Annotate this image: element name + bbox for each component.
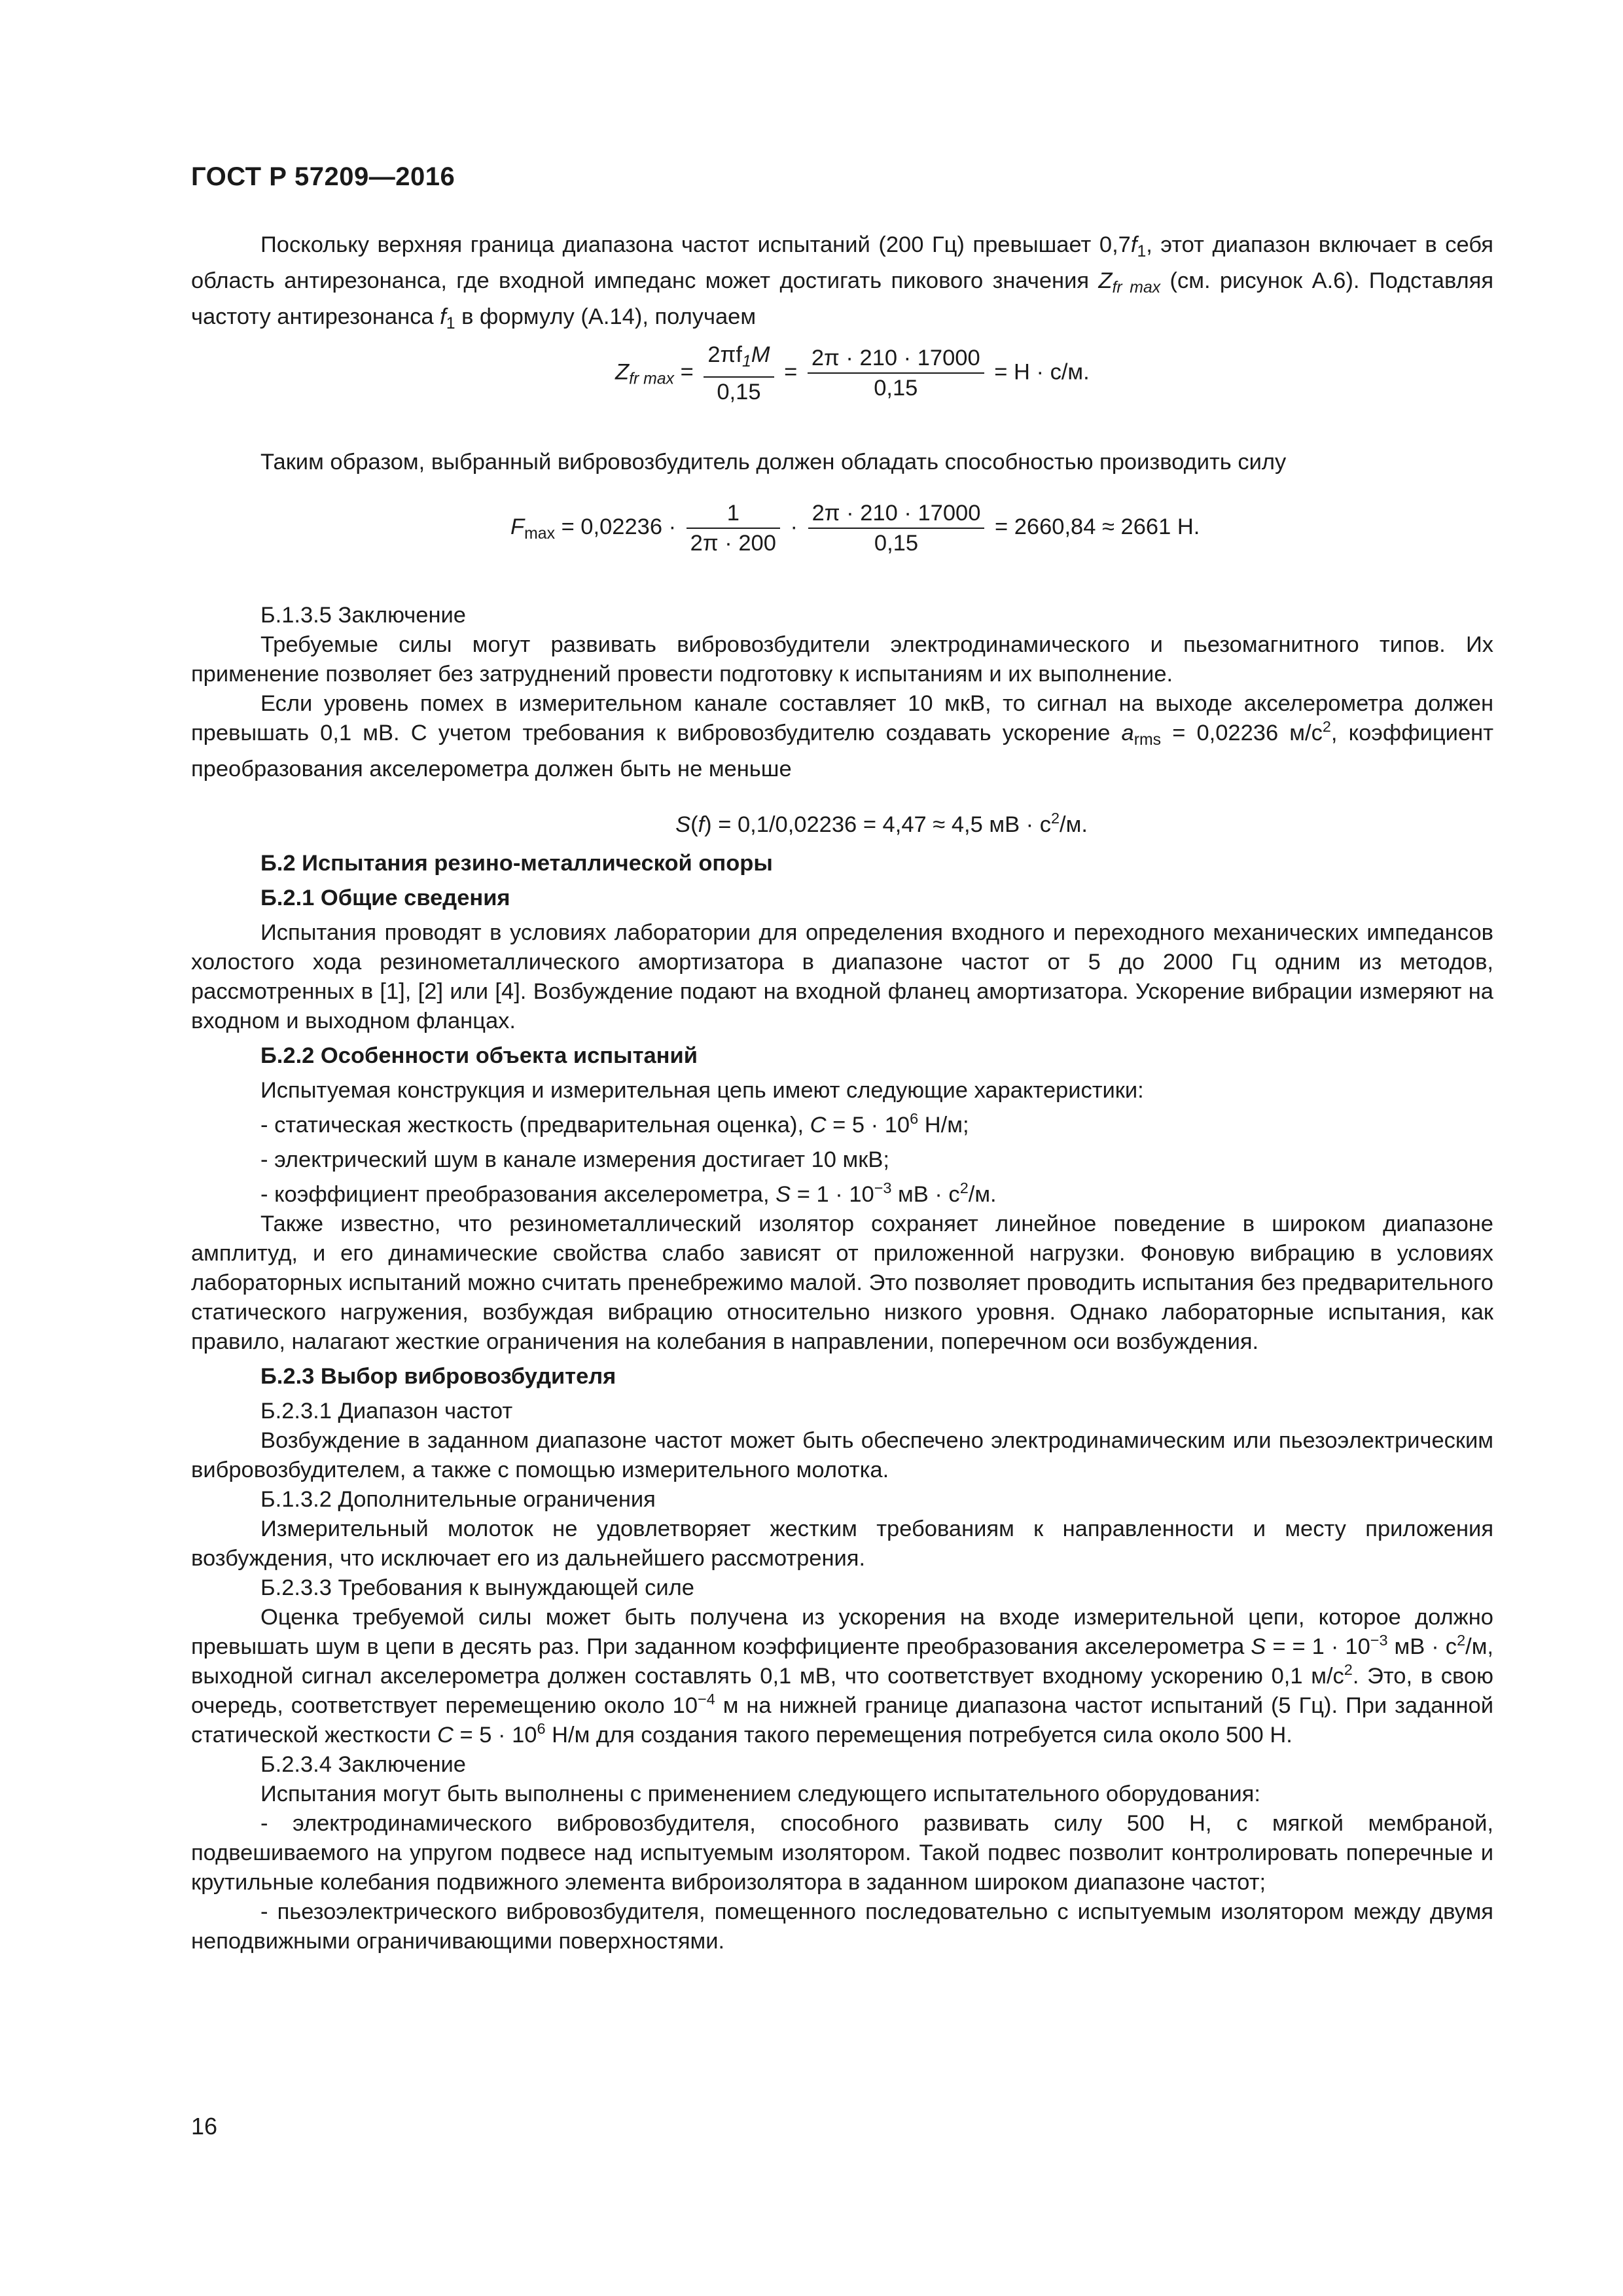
fraction: $\frac{2\pi \cdot 210 \cdot 17000}{0,15}$ [808,499,985,558]
list-item: - пьезоэлектрического вибровозбудителя, помещенного последовательно с испытуемым изолятором между двумя неподвижными ограничивающими поверхностями. [191,1899,1493,1954]
fraction: $\frac{2\pi f_1M}{0,15}$ [704,340,774,406]
formula-f-max: $F_{max} = 0,02236$ · $\frac{1}{2\pi \cdot 200}$ · $\frac{2\pi \cdot 210 \cdot 17000}{0,15}$ = 2660,84 ≈ 2661 Н. [510,499,1200,558]
text-line: Таким образом, выбранный вибровозбудитель должен обладать способностью производить силу [260,450,1287,475]
section-title: Б.1.3.5 Заключение [260,603,466,628]
list-item: - коэффициент преобразования акселерометра, $S = 1 \cdot 10^{-3}$ мВ · $с^2/м$. [260,1179,997,1207]
body-text [191,601,1493,1956]
section-title: Б.2.3.1 Диапазон частот [260,1398,513,1424]
fraction: $\frac{2\pi \cdot 210 \cdot 17000}{0,15}$ [808,344,984,403]
paragraph: Требуемые силы могут развивать вибровозбудители электродинамического и пьезомагнитного типов. Их применение позволяет без затруднений провести подготовку к испытаниям и их выполнение. [191,632,1493,687]
paragraph: Измерительный молоток не удовлетворяет жестким требованиям к направленности и месту приложения возбуждения, что исключает его из дальнейшего рассмотрения. [191,1516,1493,1571]
intro-paragraph: Поскольку верхняя граница диапазона частот испытаний (200 Гц) превышает $0,7f_1$, этот диапазон включает в себя область антирезонанса, где входной импеданс может достигать пикового значения $Z_{fr max}$ (см. рисунок А.6). Подставляя частоту антирезонанса $f_1$ в формулу (А.14), получаем [191,232,1494,332]
list-item: - электрический шум в канале измерения достигает 10 мкВ; [260,1147,889,1172]
paragraph: Возбуждение в заданном диапазоне частот может быть обеспечено электродинамическим или пьезоэлектрическим вибровозбудителем, а также с помощью измерительного молотка. [191,1427,1493,1482]
section-heading: Б.2 Испытания резино-металлической опоры [260,850,773,876]
section-heading: Б.2.3 Выбор вибровозбудителя [260,1363,616,1389]
document-header: ГОСТ Р 57209—2016 [191,162,455,191]
formula-s-f: S(f) = 0,1/0,02236 = 4,47 ≈ 4,5 мВ · $с^2/м$. [675,810,1088,837]
section-heading: Б.2.1 Общие сведения [260,885,510,910]
list-item: - электродинамического вибровозбудителя, способного развивать силу 500 Н, с мягкой мембраной, подвешиваемого на упругом подвесе над испытуемым изолятором. Такой подвес позволит контролировать поперечные и крутильные колебания подвижного элемента виброизолятора в заданном широком диапазоне частот; [191,1810,1493,1895]
paragraph: Испытуемая конструкция и измерительная цепь имеют следующие характеристики: [260,1077,1144,1103]
intro-block [191,230,1493,338]
paragraph: Испытания могут быть выполнены с применением следующего испытательного оборудования: [260,1781,1260,1806]
paragraph: Также известно, что резинометаллический изолятор сохраняет линейное поведение в широком диапазоне амплитуд, и его динамические свойства слабо зависят от приложенной нагрузки. Фоновую вибрацию в условиях лабораторных испытаний можно считать пренебрежимо малой. Это позволяет проводить испытания без предварительного статического нагружения, возбуждая вибрацию относительно низкого уровня. Однако лабораторные испытания, как правило, налагают жесткие ограничения на колебания в направлении, поперечном оси возбуждения. [191,1211,1493,1354]
paragraph-p2 [191,448,1493,477]
list-item: - статическая жесткость (предварительная оценка), $C = 5 \cdot 10^6$ Н/м; [260,1110,969,1138]
fraction: $\frac{1}{2\pi \cdot 200}$ [687,499,780,558]
section-title: Б.2.3.4 Заключение [260,1751,466,1777]
paragraph: Оценка требуемой силы может быть получена из ускорения на входе измерительной цепи, которое должно превышать шум в цепи в десять раз. При заданном коэффициенте преобразования акселерометра S = = $1 \cdot 10^{-3}$ мВ · $с^2/м$, выходной сигнал акселерометра должен составлять 0,1 мВ, что соответствует входному ускорению 0,1 $м/с^2$. Это, в свою очередь, соответствует перемещению около $10^{-4}$ м на нижней границе диапазона частот испытаний (5 Гц). При заданной статической жесткости $C = 5 \cdot 10^6$ Н/м для создания такого перемещения потребуется сила около 500 Н. [191,1604,1494,1748]
page-number: 16 [191,2113,218,2140]
section-title: Б.1.3.2 Дополнительные ограничения [260,1486,656,1512]
paragraph: Испытания проводят в условиях лаборатории для определения входного и переходного механических импедансов холостого хода резинометаллического амортизатора в диапазоне частот от 5 до 2000 Гц одним из методов, рассмотренных в [1], [2] или [4]. Возбуждение подают на входной фланец амортизатора. Ускорение вибрации измеряют на входном и выходном фланцах. [191,920,1493,1033]
formula-z-fr-max: $Z_{fr max}$ = $\frac{2\pi f_1M}{0,15}$ = $\frac{2\pi \cdot 210 \cdot 17000}{0,15}$ = Н · с/м. [615,340,1090,406]
section-heading: Б.2.2 Особенности объекта испытаний [260,1043,698,1068]
paragraph: Если уровень помех в измерительном канале составляет 10 мкВ, то сигнал на выходе акселерометра должен превышать 0,1 мВ. С учетом требования к вибровозбудителю создавать ускорение $a_{rms} = 0,02236$ $м/с^2$, коэффициент преобразования акселерометра должен быть не меньше [191,691,1493,781]
section-title: Б.2.3.3 Требования к вынуждающей силе [260,1575,694,1600]
